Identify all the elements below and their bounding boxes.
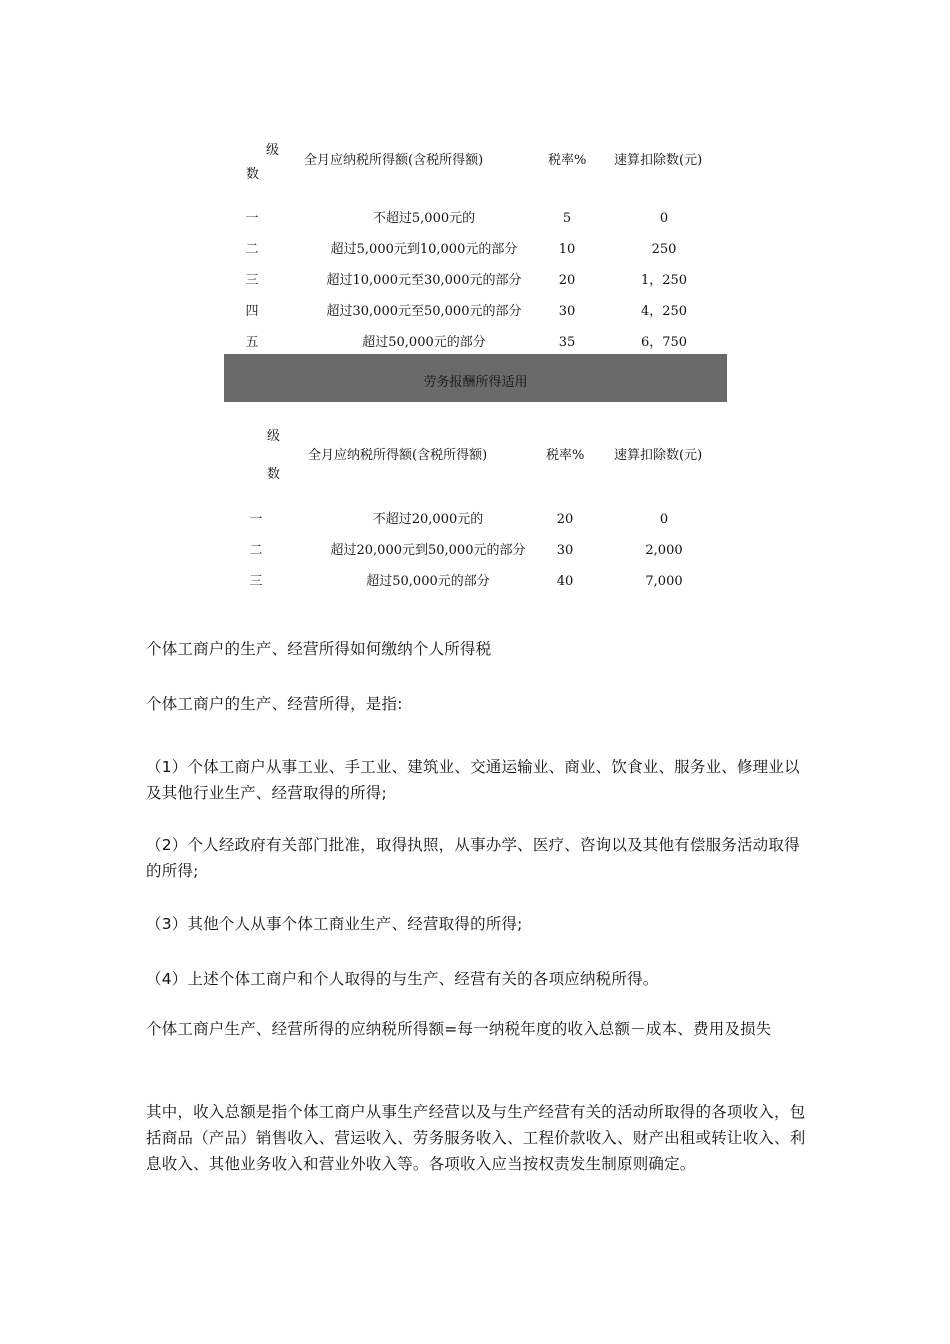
range-cell: 超过20,000元到50,000元的部分 [330,543,526,558]
table-row [224,207,727,231]
table-row [224,300,727,324]
formula-paragraph: 个体工商户生产、经营所得的应纳税所得额=每一纳税年度的收入总额－成本、费用及损失 [146,1020,772,1038]
level-cell: 三 [245,273,259,288]
header-range: 全月应纳税所得额(含税所得额) [308,448,488,463]
header-level-bottom: 数 [267,467,281,482]
level-cell: 二 [245,242,259,257]
rate-cell: 30 [556,543,574,558]
range-cell: 不超过5,000元的 [372,211,476,226]
paragraph: （3）其他个人从事个体工商业生产、经营取得的所得; [146,915,523,933]
range-cell: 超过30,000元至50,000元的部分 [326,304,522,319]
quick-deduction-cell: 4，250 [640,304,688,319]
header-rate: 税率% [548,153,587,168]
level-cell: 三 [249,574,263,589]
quick-deduction-cell: 2,000 [645,543,683,558]
table-row [224,269,727,293]
table-row [224,238,727,262]
header-level-top: 级 [267,429,281,444]
range-cell: 超过10,000元至30,000元的部分 [326,273,522,288]
quick-deduction-cell: 250 [651,242,677,257]
quick-deduction-cell: 6，750 [640,335,688,350]
level-cell: 四 [245,304,259,319]
range-cell: 超过5,000元到10,000元的部分 [330,242,518,257]
table-row [224,539,727,563]
rate-cell: 20 [556,512,574,527]
quick-deduction-cell: 0 [659,211,669,226]
table-row [224,331,727,355]
header-level-bottom: 数 [246,167,260,182]
section-banner: 劳务报酬所得适用 [224,354,727,402]
range-cell: 超过50,000元的部分 [366,574,490,589]
section-heading: 个体工商户的生产、经营所得如何缴纳个人所得税 [146,640,492,658]
header-rate: 税率% [546,448,585,463]
paragraph: （1）个体工商户从事工业、手工业、建筑业、交通运输业、商业、饮食业、服务业、修理业以及其他行业生产、经营取得的所得; [146,758,800,802]
paragraph: 个体工商户的生产、经营所得，是指: [146,695,403,713]
level-cell: 二 [249,543,263,558]
rate-cell: 35 [558,335,576,350]
level-cell: 一 [249,512,263,527]
rate-cell: 40 [556,574,574,589]
rate-cell: 10 [558,242,576,257]
paragraph: 其中，收入总额是指个体工商户从事生产经营以及与生产经营有关的活动所取得的各项收入，包括商品（产品）销售收入、营运收入、劳务服务收入、工程价款收入、财产出租或转让收入、利息收入、其他业务收入和营业外收入等。各项收入应当按权责发生制原则确定。 [146,1103,806,1173]
paragraph: （4）上述个体工商户和个人取得的与生产、经营有关的各项应纳税所得。 [146,970,659,988]
rate-cell: 20 [558,273,576,288]
header-range: 全月应纳税所得额(含税所得额) [304,153,484,168]
range-cell: 超过50,000元的部分 [362,335,486,350]
level-cell: 一 [245,211,259,226]
range-cell: 不超过20,000元的 [372,512,484,527]
table-row [224,570,727,594]
paragraph: （2）个人经政府有关部门批准，取得执照，从事办学、医疗、咨询以及其他有偿服务活动取得的所得; [146,836,800,880]
quick-deduction-cell: 7,000 [645,574,683,589]
quick-deduction-cell: 0 [659,512,669,527]
level-cell: 五 [245,335,259,350]
header-quick: 速算扣除数(元) [614,448,703,463]
header-quick: 速算扣除数(元) [614,153,703,168]
rate-cell: 30 [558,304,576,319]
header-level-top: 级 [266,143,280,158]
rate-cell: 5 [562,211,572,226]
quick-deduction-cell: 1，250 [640,273,688,288]
table-row [224,508,727,532]
